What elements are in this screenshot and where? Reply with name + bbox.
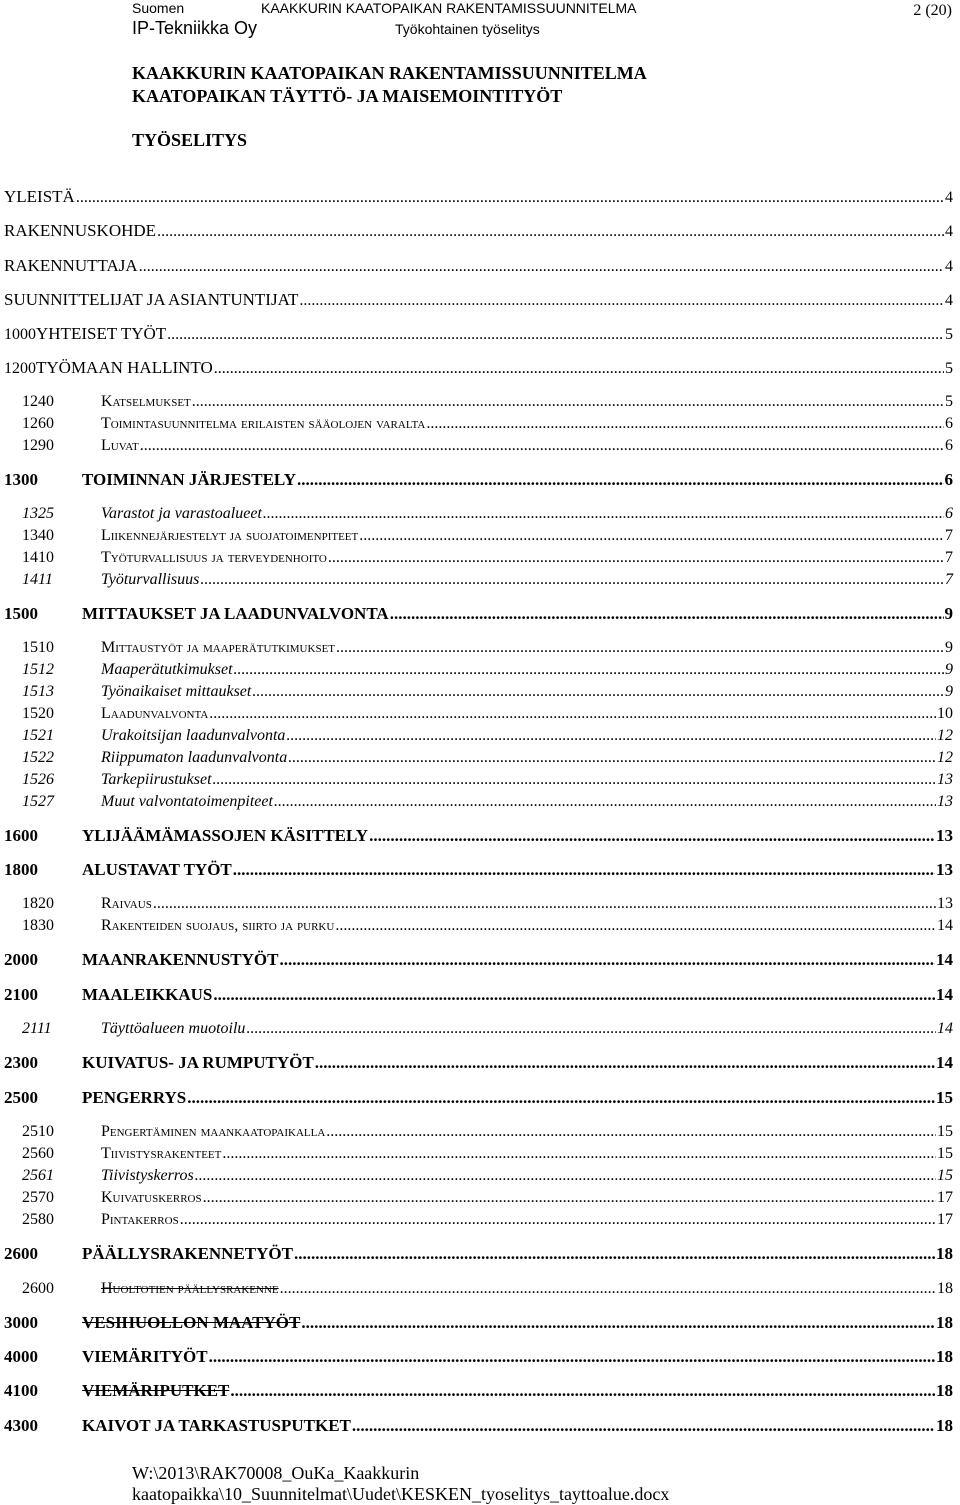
header-project: KAAKKURIN KAATOPAIKAN RAKENTAMISSUUNNITELMA — [261, 0, 637, 16]
toc-entry-title: RAKENNUTTAJA — [4, 256, 138, 275]
toc-entry-page: 18 — [936, 1347, 953, 1366]
toc-dot-leader — [214, 359, 944, 379]
toc-entry-page: 6 — [945, 415, 953, 432]
toc-entry-page: 15 — [937, 1145, 953, 1162]
toc-entry-number: 1527 — [22, 793, 54, 810]
toc-entry-page: 15 — [936, 1088, 953, 1107]
toc-entry-number: 2600 — [22, 1280, 54, 1297]
toc-dot-leader — [294, 1244, 935, 1264]
toc-entry-title: VIEMÄRIPUTKET — [82, 1381, 230, 1400]
toc-entry-number: 1521 — [22, 727, 54, 744]
toc-entry-page: 18 — [936, 1381, 953, 1400]
toc-entry-page: 12 — [937, 727, 953, 744]
toc-entry[interactable] — [4, 748, 953, 768]
toc-dot-leader — [274, 792, 936, 812]
toc-dot-leader — [263, 504, 944, 524]
toc-entry-number: 2510 — [22, 1123, 54, 1140]
toc-entry-page: 18 — [936, 1416, 953, 1435]
toc-dot-leader — [252, 682, 944, 702]
toc-entry-title: Tarkepiirustukset — [101, 771, 212, 788]
toc-entry-number: 4300 — [4, 1416, 38, 1435]
toc-entry-number: 1800 — [4, 860, 38, 879]
toc-entry-number: 1512 — [22, 661, 54, 678]
toc-entry-page: 4 — [945, 223, 953, 240]
toc-dot-leader — [233, 860, 935, 880]
toc-dot-leader — [139, 257, 944, 277]
toc-entry-page: 7 — [945, 571, 953, 588]
toc-dot-leader — [286, 726, 936, 746]
toc-entry-page: 15 — [937, 1167, 953, 1184]
toc-entry-number: 2100 — [4, 985, 38, 1004]
toc-entry[interactable] — [4, 726, 953, 746]
toc-entry-number: 4000 — [4, 1347, 38, 1366]
toc-entry-title: Tiivistyskerros — [101, 1167, 194, 1184]
toc-entry-number: 4100 — [4, 1381, 38, 1400]
toc-entry[interactable] — [4, 1088, 953, 1108]
toc-entry-title: Varastot ja varastoalueet — [101, 505, 262, 522]
toc-entry-page: 17 — [937, 1189, 953, 1206]
toc-entry-number: 1260 — [22, 415, 54, 432]
toc-entry-title: TOIMINNAN JÄRJESTELY — [82, 470, 296, 489]
toc-entry-title: Kuivatuskerros — [101, 1189, 202, 1206]
toc-dot-leader — [369, 826, 935, 846]
toc-dot-leader — [328, 548, 944, 568]
toc-entry-number: 1513 — [22, 683, 54, 700]
toc-entry[interactable] — [4, 950, 953, 970]
toc-entry[interactable] — [4, 570, 953, 590]
toc-entry[interactable] — [4, 1166, 953, 1186]
toc-dot-leader — [230, 1381, 935, 1401]
toc-entry-title: Muut valvontatoimenpiteet — [101, 793, 273, 810]
toc-entry[interactable] — [4, 548, 953, 568]
toc-entry[interactable] — [4, 1210, 953, 1230]
toc-entry-page: 7 — [945, 549, 953, 566]
toc-entry-number: 1411 — [22, 571, 53, 588]
toc-entry[interactable] — [4, 358, 953, 379]
toc-entry-title: ALUSTAVAT TYÖT — [82, 860, 232, 879]
toc-entry-number: 1522 — [22, 749, 54, 766]
toc-entry-page: 5 — [945, 326, 953, 343]
doc-title-line1: KAAKKURIN KAATOPAIKAN RAKENTAMISSUUNNITELMA — [132, 63, 647, 83]
toc-entry-title: Rakenteiden suojaus, siirto ja purku — [101, 917, 335, 934]
toc-entry-page: 18 — [936, 1244, 953, 1263]
toc-dot-leader — [195, 1166, 936, 1186]
toc-entry[interactable] — [4, 256, 953, 277]
header-company: IP-Tekniikka Oy — [132, 18, 258, 38]
toc-entry-title: Pintakerros — [101, 1211, 179, 1228]
toc-entry-title: Täyttöalueen muotoilu — [101, 1020, 246, 1037]
toc-entry-page: 15 — [937, 1123, 953, 1140]
toc-dot-leader — [209, 704, 936, 724]
toc-dot-leader — [203, 1188, 936, 1208]
toc-dot-leader — [426, 414, 944, 434]
toc-entry-page: 13 — [937, 793, 953, 810]
toc-dot-leader — [335, 916, 936, 936]
toc-entry[interactable] — [4, 1188, 953, 1208]
toc-entry-number: 1240 — [22, 393, 54, 410]
toc-entry-page: 17 — [937, 1211, 953, 1228]
toc-entry[interactable] — [4, 916, 953, 936]
toc-entry-page: 4 — [945, 258, 953, 275]
toc-entry-number: 1000 — [4, 326, 36, 343]
header-doc-type: Työkohtainen työselitys — [395, 21, 540, 37]
toc-entry-number: 2580 — [22, 1211, 54, 1228]
toc-entry-title: SUUNNITTELIJAT JA ASIANTUNTIJAT — [4, 290, 299, 309]
toc-entry-title: MAALEIKKAUS — [82, 985, 213, 1004]
toc-dot-leader — [359, 526, 944, 546]
toc-entry[interactable] — [4, 414, 953, 434]
toc-entry-number: 2300 — [4, 1053, 38, 1072]
toc-entry-page: 9 — [945, 639, 953, 656]
toc-dot-leader — [234, 660, 944, 680]
toc-dot-leader — [167, 325, 944, 345]
toc-entry[interactable] — [4, 1381, 953, 1401]
toc-entry[interactable] — [4, 187, 953, 208]
toc-entry-number: 2500 — [4, 1088, 38, 1107]
toc-entry[interactable] — [4, 770, 953, 790]
toc-dot-leader — [76, 188, 944, 208]
toc-entry-page: 6 — [945, 437, 953, 454]
toc-entry-title: Riippumaton laadunvalvonta — [101, 749, 288, 766]
toc-entry-title: Luvat — [101, 437, 139, 454]
toc-entry[interactable] — [4, 638, 953, 658]
toc-entry-page: 4 — [945, 292, 953, 309]
toc-entry-page: 18 — [936, 1313, 953, 1332]
toc-entry[interactable] — [4, 504, 953, 524]
toc-entry[interactable] — [4, 1122, 953, 1142]
toc-entry-page: 14 — [936, 950, 953, 969]
doc-title-line3: TYÖSELITYS — [132, 130, 248, 150]
toc-entry-page: 14 — [936, 985, 953, 1004]
toc-entry[interactable] — [4, 1144, 953, 1164]
toc-entry-title: Laadunvalvonta — [101, 705, 209, 722]
toc-entry-number: 3000 — [4, 1313, 38, 1332]
toc-entry[interactable] — [4, 221, 953, 242]
toc-entry-number: 1200 — [4, 360, 36, 377]
toc-entry[interactable] — [4, 436, 953, 456]
toc-entry-title: Huoltotien päällysrakenne — [101, 1280, 279, 1297]
toc-entry[interactable] — [4, 1019, 953, 1039]
toc-entry[interactable] — [4, 1053, 953, 1073]
toc-entry[interactable] — [4, 792, 953, 812]
toc-entry-page: 13 — [937, 771, 953, 788]
toc-dot-leader — [336, 638, 944, 658]
toc-entry-title: YLEISTÄ — [4, 187, 75, 206]
toc-entry-page: 4 — [945, 189, 953, 206]
toc-entry[interactable] — [4, 660, 953, 680]
toc-entry[interactable] — [4, 392, 953, 412]
toc-entry-number: 1500 — [4, 604, 38, 623]
toc-entry-page: 14 — [937, 1020, 953, 1037]
toc-dot-leader — [187, 1088, 935, 1108]
toc-dot-leader — [288, 748, 936, 768]
toc-dot-leader — [297, 470, 944, 490]
toc-entry-number: 1526 — [22, 771, 54, 788]
toc-entry-title: VIEMÄRITYÖT — [82, 1347, 208, 1366]
toc-entry[interactable] — [4, 1279, 953, 1299]
toc-entry-page: 9 — [944, 604, 953, 623]
toc-entry-page: 10 — [937, 705, 953, 722]
toc-entry-title: Raivaus — [101, 895, 152, 912]
toc-entry-page: 13 — [937, 895, 953, 912]
toc-dot-leader — [246, 1019, 936, 1039]
toc-entry-number: 1820 — [22, 895, 54, 912]
toc-entry[interactable] — [4, 526, 953, 546]
toc-dot-leader — [222, 1144, 936, 1164]
toc-entry-page: 7 — [945, 527, 953, 544]
toc-dot-leader — [213, 985, 935, 1005]
toc-entry[interactable] — [4, 1313, 953, 1333]
toc-entry-title: Työturvallisuus ja terveydenhoito — [101, 549, 327, 566]
toc-entry-title: Tiivistysrakenteet — [101, 1145, 222, 1162]
toc-entry-title: Pengertäminen maankaatopaikalla — [101, 1123, 326, 1140]
toc-entry-page: 13 — [936, 860, 953, 879]
toc-dot-leader — [180, 1210, 936, 1230]
toc-entry-title: YLIJÄÄMÄMASSOJEN KÄSITTELY — [82, 826, 369, 845]
toc-entry[interactable] — [4, 1347, 953, 1367]
toc-entry-page: 18 — [937, 1280, 953, 1297]
toc-dot-leader — [140, 436, 944, 456]
toc-dot-leader — [192, 392, 944, 412]
toc-entry[interactable] — [4, 1416, 953, 1436]
toc-entry-title: TYÖMAAN HALLINTO — [36, 358, 213, 377]
header-page-number: 2 (20) — [913, 2, 952, 19]
toc-entry[interactable] — [4, 826, 953, 846]
toc-entry-title: KUIVATUS- JA RUMPUTYÖT — [82, 1053, 314, 1072]
toc-entry[interactable] — [4, 860, 953, 880]
toc-entry-page: 6 — [945, 505, 953, 522]
toc-entry-page: 9 — [945, 661, 953, 678]
toc-entry-number: 1340 — [22, 527, 54, 544]
toc-entry[interactable] — [4, 704, 953, 724]
toc-entry-title: KAIVOT JA TARKASTUSPUTKET — [82, 1416, 351, 1435]
toc-entry-number: 1830 — [22, 917, 54, 934]
toc-entry-page: 14 — [936, 1053, 953, 1072]
toc-entry-number: 2000 — [4, 950, 38, 969]
header-org: Suomen — [132, 0, 185, 16]
toc-entry-title: Katselmukset — [101, 393, 191, 410]
toc-entry-number: 2600 — [4, 1244, 38, 1263]
toc-entry-page: 14 — [937, 917, 953, 934]
footer-path-line2: kaatopaikka\10_Suunnitelmat\Uudet\KESKEN_tyoselitys_tayttoalue.docx — [132, 1484, 670, 1504]
toc-entry-title: YHTEISET TYÖT — [36, 324, 167, 343]
toc-entry-page: 13 — [936, 826, 953, 845]
toc-entry-title: Maaperätutkimukset — [101, 661, 233, 678]
toc-entry-number: 2570 — [22, 1189, 54, 1206]
toc-entry-title: Toimintasuunnitelma erilaisten sääolojen varalta — [101, 415, 426, 432]
toc-entry-page: 5 — [945, 393, 953, 410]
toc-entry-number: 1290 — [22, 437, 54, 454]
toc-entry-page: 9 — [945, 683, 953, 700]
toc-entry-title: Työnaikaiset mittaukset — [101, 683, 252, 700]
toc-entry-title: PENGERRYS — [82, 1088, 187, 1107]
toc-entry-title: MAANRAKENNUSTYÖT — [82, 950, 279, 969]
toc-dot-leader — [352, 1416, 935, 1436]
toc-entry-title: VESIHUOLLON MAATYÖT — [82, 1313, 301, 1332]
toc-dot-leader — [390, 604, 944, 624]
toc-entry-number: 1510 — [22, 639, 54, 656]
toc-entry[interactable] — [4, 1244, 953, 1264]
toc-entry-number: 1325 — [22, 505, 54, 522]
toc-entry-page: 6 — [944, 470, 953, 489]
toc-entry-title: Työturvallisuus — [101, 571, 200, 588]
toc-entry[interactable] — [4, 604, 953, 624]
toc-dot-leader — [200, 570, 944, 590]
toc-dot-leader — [299, 291, 944, 311]
footer-path-line1: W:\2013\RAK70008_OuKa_Kaakkurin — [132, 1463, 420, 1483]
toc-entry-title: RAKENNUSKOHDE — [4, 221, 157, 240]
toc-dot-leader — [280, 1279, 936, 1299]
toc-dot-leader — [157, 222, 944, 242]
toc-entry-title: PÄÄLLYSRAKENNETYÖT — [82, 1244, 293, 1263]
toc-entry-title: Urakoitsijan laadunvalvonta — [101, 727, 286, 744]
toc-entry[interactable] — [4, 324, 953, 345]
toc-entry-page: 12 — [937, 749, 953, 766]
toc-entry-title: Mittaustyöt ja maaperätutkimukset — [101, 639, 336, 656]
toc-entry[interactable] — [4, 682, 953, 702]
toc-entry[interactable] — [4, 470, 953, 490]
toc-entry-title: MITTAUKSET JA LAADUNVALVONTA — [82, 604, 389, 623]
toc-entry[interactable] — [4, 290, 953, 311]
toc-entry-page: 5 — [945, 360, 953, 377]
toc-dot-leader — [209, 1347, 935, 1367]
toc-dot-leader — [326, 1122, 936, 1142]
toc-dot-leader — [315, 1053, 935, 1073]
toc-dot-leader — [213, 770, 936, 790]
toc-entry-number: 2560 — [22, 1145, 54, 1162]
toc-dot-leader — [279, 950, 935, 970]
toc-entry[interactable] — [4, 985, 953, 1005]
toc-entry-number: 1520 — [22, 705, 54, 722]
toc-entry[interactable] — [4, 894, 953, 914]
doc-title-line2: KAATOPAIKAN TÄYTTÖ- JA MAISEMOINTITYÖT — [132, 86, 563, 106]
toc-entry-title: Liikennejärjestelyt ja suojatoimenpiteet — [101, 527, 359, 544]
toc-entry-number: 1410 — [22, 549, 54, 566]
toc-entry-number: 1300 — [4, 470, 38, 489]
toc-entry-number: 1600 — [4, 826, 38, 845]
toc-dot-leader — [301, 1313, 935, 1333]
toc-dot-leader — [153, 894, 936, 914]
toc-entry-number: 2561 — [22, 1167, 54, 1184]
toc-entry-number: 2111 — [22, 1020, 52, 1037]
